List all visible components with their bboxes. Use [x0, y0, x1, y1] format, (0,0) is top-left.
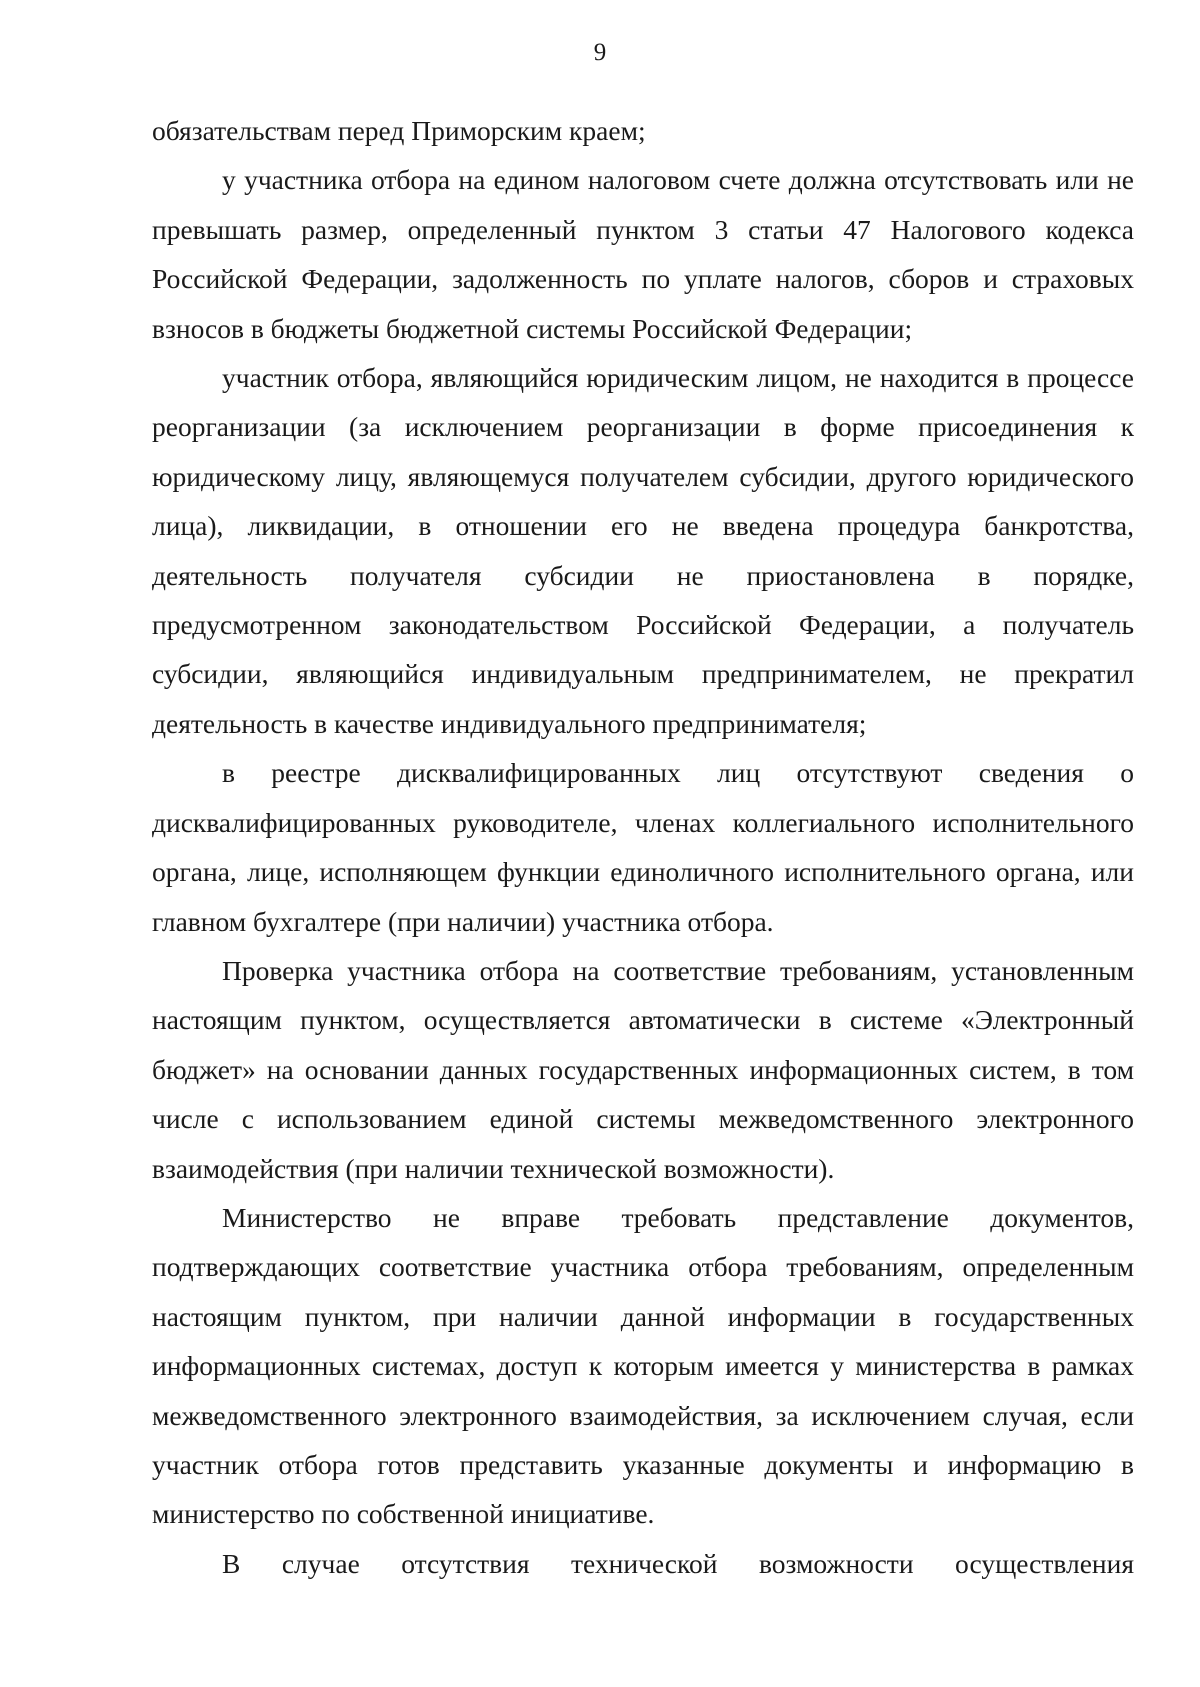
- paragraph-5: Проверка участника отбора на соответствие требованиям, установленным настоящим пунктом, осуществляется автоматически в системе «Электронный бюджет» на основании данных государственных информационных систем, в том числе с использованием единой системы межведомственного электронного взаимодействия (при наличии технической возможности).: [152, 954, 1134, 1184]
- paragraph-2: у участника отбора на едином налоговом счете должна отсутствовать или не превышать размер, определенный пунктом 3 статьи 47 Налогового кодекса Российской Федерации, задолженность по уплате налогов, сборов и страховых взносов в бюджеты бюджетной системы Российской Федерации;: [152, 164, 1134, 344]
- document-body: [152, 106, 1134, 1588]
- paragraph-1: обязательствам перед Приморским краем;: [152, 115, 646, 146]
- page-number: 9: [593, 39, 607, 66]
- paragraph-3: участник отбора, являющийся юридическим лицом, не находится в процессе реорганизации (за исключением реорганизации в форме присоединения к юридическому лицу, являющемуся получателем субсидии, другого юридического лица), ликвидации, в отношении его не введена процедура банкротства, деятельность получателя субсидии не приостановлена в порядке, предусмотренном законодательством Российской Федерации, а получатель субсидии, являющийся индивидуальным предпринимателем, не прекратил деятельность в качестве индивидуального предпринимателя;: [152, 362, 1134, 739]
- paragraph-7: В случае отсутствия технической возможности осуществления: [222, 1547, 1134, 1579]
- paragraph-4: в реестре дисквалифицированных лиц отсутствуют сведения о дисквалифицированных руководителе, членах коллегиального исполнительного органа, лице, исполняющем функции единоличного исполнительного органа, или главном бухгалтере (при наличии) участника отбора.: [152, 757, 1134, 937]
- paragraph-6: Министерство не вправе требовать представление документов, подтверждающих соответствие участника отбора требованиям, определенным настоящим пунктом, при наличии данной информации в государственных информационных системах, доступ к которым имеется у министерства в рамках межведомственного электронного взаимодействия, за исключением случая, если участник отбора готов представить указанные документы и информацию в министерство по собственной инициативе.: [152, 1201, 1134, 1530]
